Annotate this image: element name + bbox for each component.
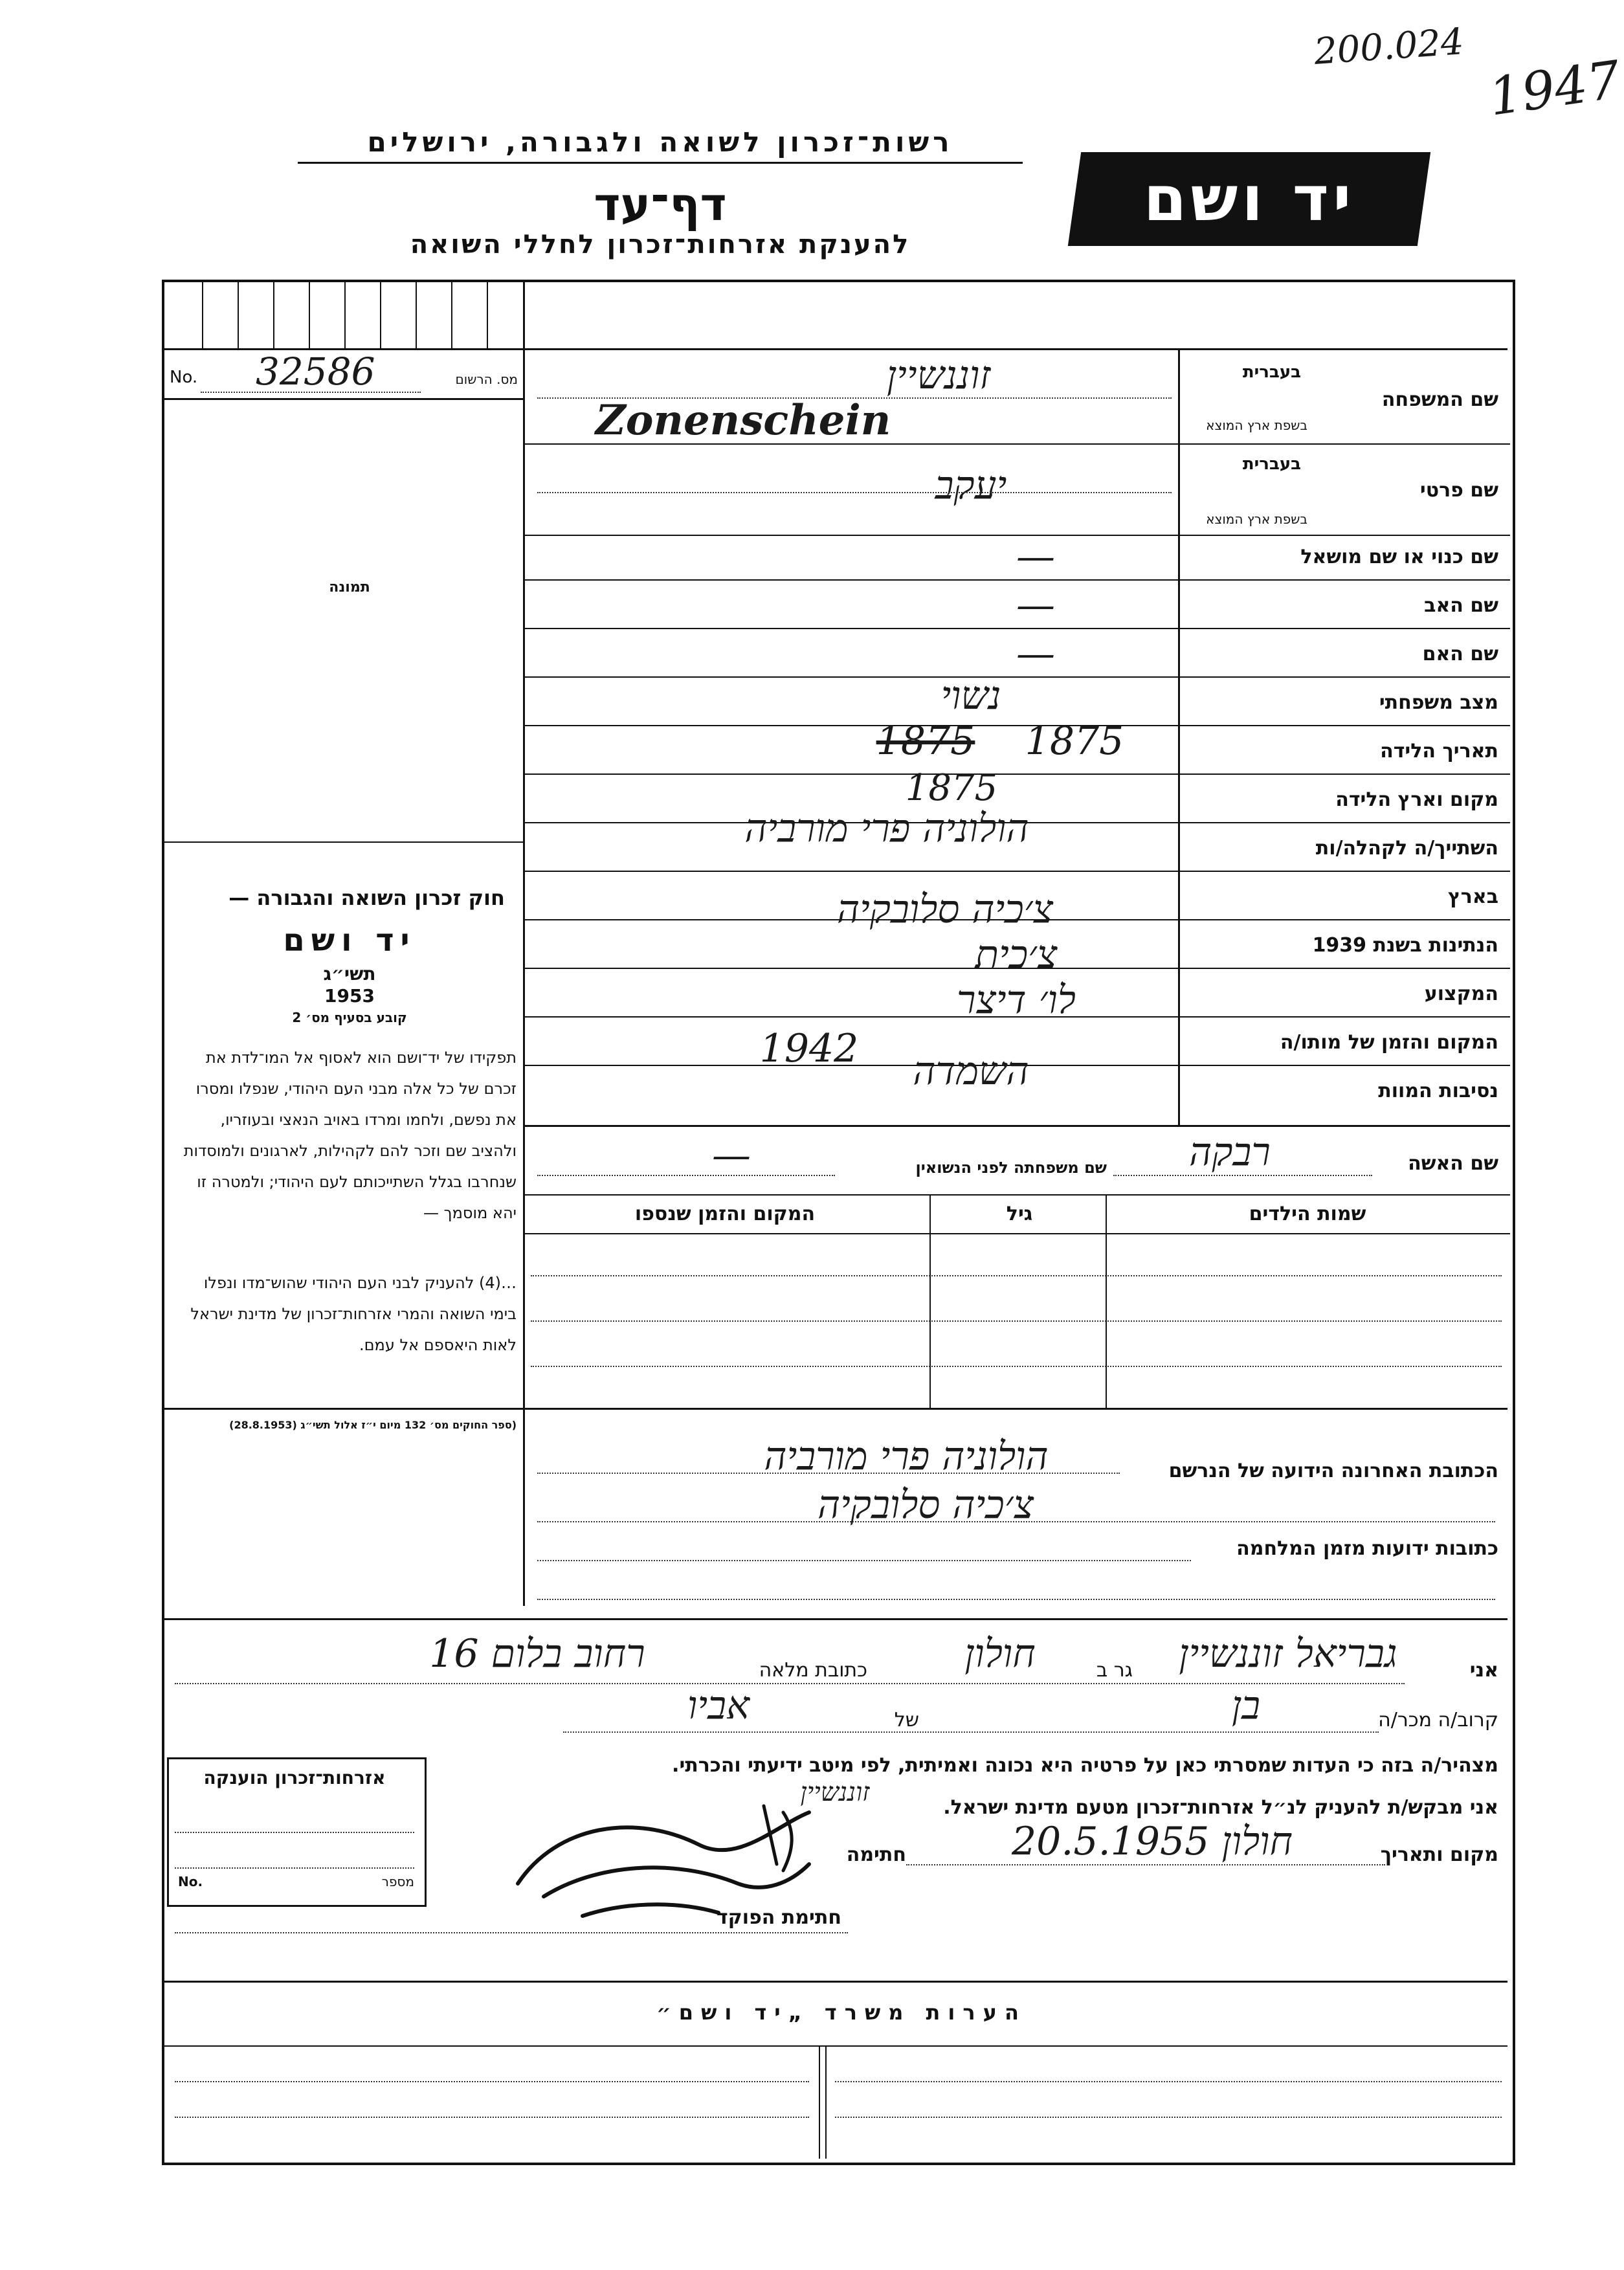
witness-name: גבריאל זוננשיין	[1179, 1631, 1397, 1676]
label-family-name: שם המשפחה	[1381, 388, 1498, 411]
birth-date-value: 1875	[876, 718, 975, 764]
law-paragraph-2: …(4) להעניק לבני העם היהודי שהוש־מדו ונפלו בימי השואה והמרי אזרחות־זכרון של מדינת ישראל לאות היאספם אל עמם.	[190, 1274, 517, 1354]
law-year: 1953	[324, 985, 375, 1007]
witness-signature-top: זוננשיין	[800, 1777, 870, 1807]
registration-label: מס. הרשום	[455, 372, 518, 387]
photo-label: תמונה	[329, 579, 370, 595]
label-country: בארץ	[1447, 885, 1498, 908]
profession-value: לו׳ דיצר	[957, 977, 1076, 1023]
yad-vashem-logo	[1068, 152, 1430, 246]
label-nickname: שם כנוי או שם מושאל	[1300, 546, 1498, 568]
label-profession: המקצוע	[1424, 983, 1498, 1005]
label-residing: גר ב	[1096, 1659, 1133, 1682]
marital-value: נשוי	[940, 673, 1001, 718]
form-title: דף־עד	[594, 178, 727, 231]
label-origin-lang-1: בשפת ארץ המוצא	[1206, 417, 1307, 433]
place-date-value: חולון 20.5.1955	[1011, 1819, 1293, 1864]
label-wife: שם האשה	[1408, 1152, 1498, 1175]
birth-date-alt: 1875	[1025, 718, 1124, 764]
mother-value: —	[1016, 631, 1055, 676]
label-place-date: מקום ותאריך	[1380, 1843, 1498, 1866]
citizenship-value: צ׳כית	[975, 932, 1058, 977]
maiden-name-value: —	[712, 1133, 751, 1178]
children-header-names: שמות הילדים	[1249, 1203, 1366, 1225]
witness-address: רחוב בלום 16	[429, 1631, 645, 1676]
label-of: של	[894, 1709, 919, 1731]
label-father: שם האב	[1424, 594, 1498, 617]
label-officer-signature: חתימת הפוקד	[717, 1906, 841, 1929]
law-title: חוק זכרון השואה והגבורה —	[228, 885, 505, 910]
label-maiden-name: שם משפחתה לפני הנשואין	[915, 1159, 1107, 1177]
corner-file-number: 200.024	[1313, 21, 1465, 73]
label-birth-date: תאריך הלידה	[1380, 740, 1498, 762]
registration-no-label: No.	[170, 368, 198, 387]
law-year-hebrew: תשי״ג	[323, 963, 376, 985]
relation-value: בן	[1231, 1683, 1261, 1728]
first-name-hebrew: יעקב	[935, 463, 1007, 508]
registration-number: 32586	[256, 350, 375, 394]
logo-text: יד ושם	[1143, 162, 1355, 235]
nickname-value: —	[1016, 534, 1055, 579]
children-header-death: המקום והזמן שנספו	[634, 1203, 816, 1225]
label-mother: שם האם	[1422, 643, 1498, 665]
children-header-age: גיל	[1006, 1203, 1033, 1225]
witness-city: חולון	[964, 1631, 1036, 1676]
law-name: יד ושם	[283, 922, 416, 959]
label-i-am: אני	[1469, 1659, 1498, 1682]
corner-year: 1947	[1485, 49, 1624, 128]
birth-place-value: 1875	[905, 767, 998, 809]
declaration-text: מצהיר/ה בזה כי העדות שמסרתי כאן על פרטיה היא נכונה ואמיתית, לפי מיטב ידיעתי והכרתי.	[672, 1754, 1498, 1777]
label-full-address: כתובת מלאה	[759, 1659, 867, 1682]
citizenship-box-title: אזרחות־זכרון הוענקה	[203, 1767, 386, 1788]
wife-value: רבקה	[1189, 1129, 1271, 1175]
label-wartime-address: כתובות ידועות מזמן המלחמה	[1236, 1537, 1498, 1560]
law-paragraph-1: תפקידו של יד־ושם הוא לאסוף אל המו־לדת את זכרם של כל אלה מבני העם היהודי, שנפלו ומסרו את נפשם, ולחמו ומרדו באויב הנאצי ובעוזריו, ולהציב שם וזכר להם לקהילות, לארגונים ולמוסדות שנחרבו בגלל השתייכותם לעם היהודי; ולמטרה זו יהא מוסמך —	[183, 1049, 517, 1222]
label-citizenship-1939: הנתינות בשנת 1939	[1312, 934, 1498, 957]
label-community: השתייך/ה לקהלה/ות	[1315, 837, 1498, 860]
death-year-value: 1942	[759, 1026, 859, 1071]
form-subtitle: להענקת אזרחות־זכרון לחללי השואה	[410, 230, 911, 260]
relation-of-value: אביו	[687, 1683, 750, 1728]
label-signature: חתימה	[846, 1843, 906, 1866]
law-clause: קובע בסעיף מס׳ 2	[292, 1010, 407, 1025]
label-in-hebrew-1: בעברית	[1242, 362, 1301, 382]
family-name-origin: Zonenschein	[595, 396, 891, 445]
family-name-hebrew: זוננשיין	[886, 353, 991, 398]
label-first-name: שם פרטי	[1419, 479, 1498, 502]
community-value: הולוניה פרי מורביה	[744, 806, 1029, 851]
request-text: אני מבקש/ת להעניק לנ״ל אזרחות־זכרון מטעם מדינת ישראל.	[943, 1796, 1498, 1819]
label-death-place-time: המקום והזמן של מותו/ה	[1280, 1031, 1498, 1054]
label-death-circumstances: נסיבות המוות	[1378, 1080, 1498, 1102]
authority-heading: רשות־זכרון לשואה ולגבורה, ירושלים	[298, 126, 1023, 164]
death-circumstances-value: השמדה	[913, 1049, 1029, 1094]
father-value: —	[1016, 583, 1055, 628]
label-marital: מצב משפחתי	[1379, 691, 1498, 714]
office-remarks-heading: הערות משרד „יד ושם״	[656, 2000, 1027, 2025]
country-value: צ׳כיה סלובקיה	[836, 887, 1054, 932]
label-in-hebrew-2: בעברית	[1242, 454, 1301, 474]
label-origin-lang-2: בשפת ארץ המוצא	[1206, 511, 1307, 527]
last-address-line-1: הולוניה פרי מורביה	[764, 1434, 1049, 1479]
label-birth-place: מקום וארץ הלידה	[1335, 788, 1498, 811]
last-address-line-2: צ׳כיה סלובקיה	[817, 1482, 1034, 1528]
label-last-address: הכתובת האחרונה הידועה של הנרשם	[1168, 1460, 1498, 1482]
label-relative: קרוב/ה מכר/ה	[1378, 1709, 1498, 1731]
law-footnote: (ספר החוקים מס׳ 132 מיום י״ז אלול תשי״ג (28.8.1953)	[229, 1419, 517, 1431]
box-number-label: מספר	[381, 1874, 414, 1889]
box-no-label: No.	[178, 1874, 203, 1889]
